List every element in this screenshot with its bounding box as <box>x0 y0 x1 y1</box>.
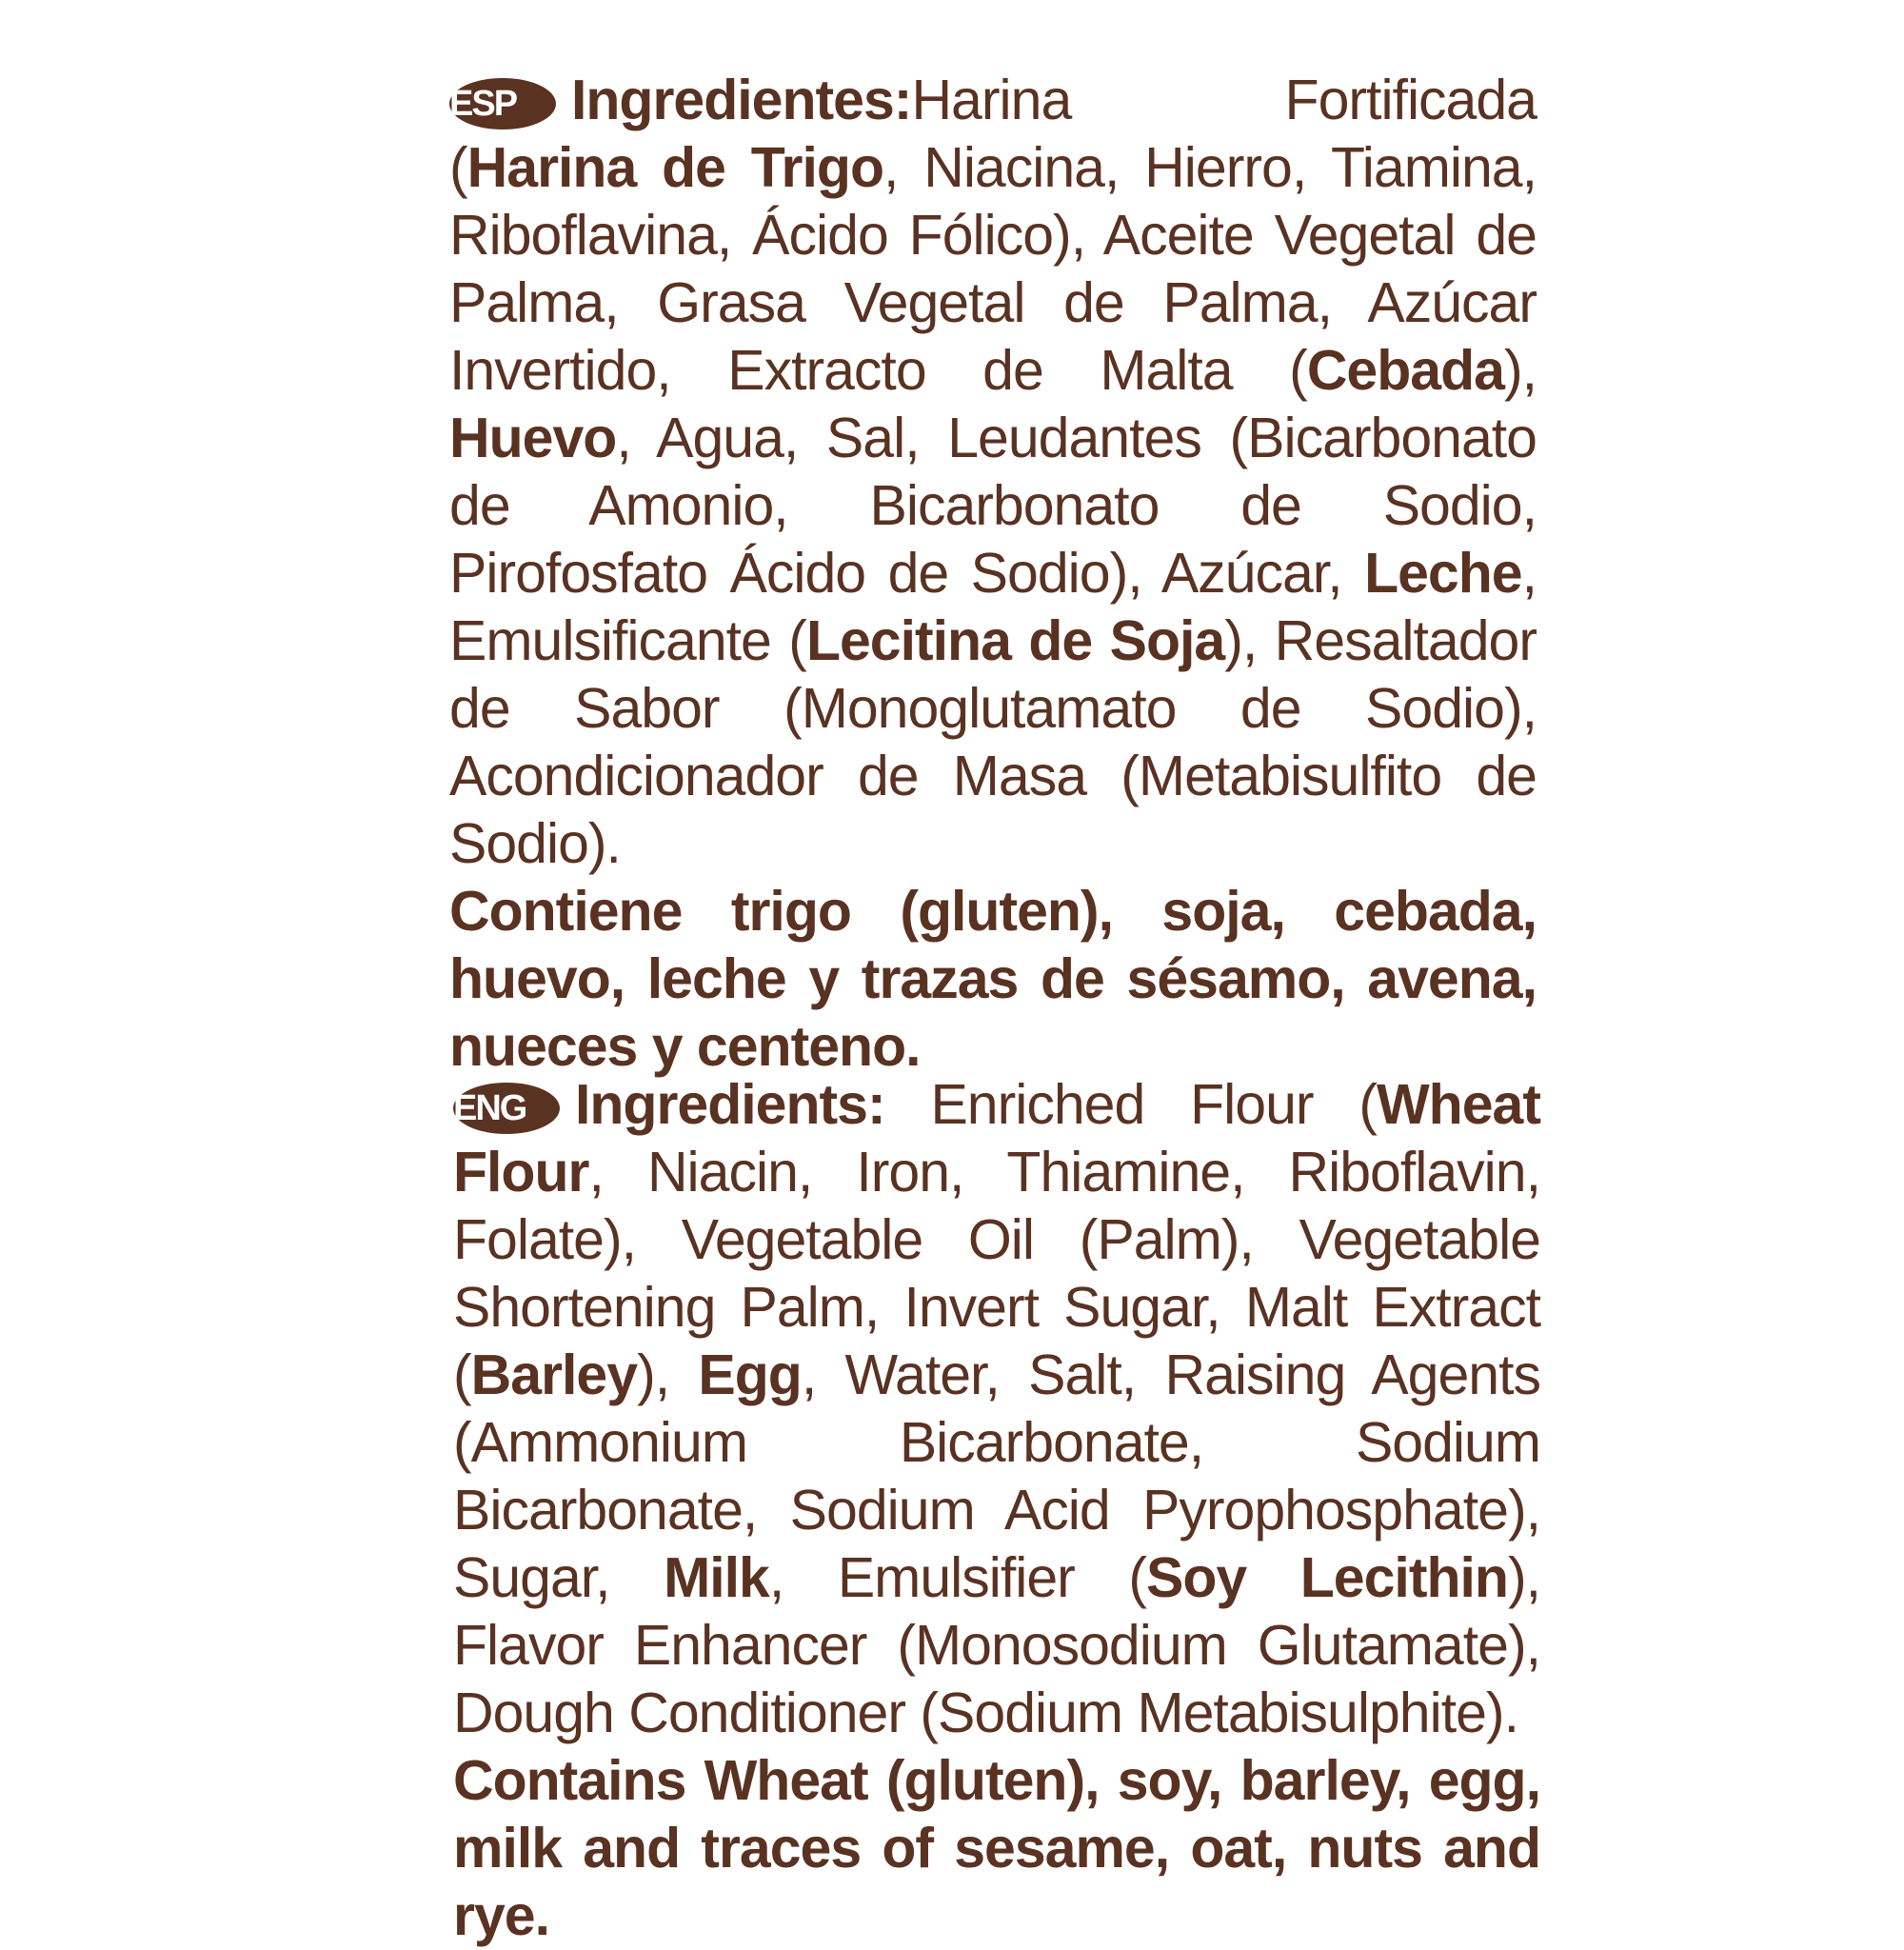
esp-text-2: , Niacina, Hierro, Tiamina, Riboflavina, Ácido Fólico), Aceite Vegetal de Palma, Grasa Vegetal de Palma, Azúcar Invertido, Extracto de Malta ( <box>449 136 1537 402</box>
eng-text-6: ), Flavor Enhancer (Monosodium Glutamate), Dough Conditioner (Sodium Metabisulphite). <box>453 1546 1540 1744</box>
english-ingredients-block <box>453 1071 1540 1950</box>
esp-text-1: Harina Fortificada ( <box>449 69 1537 199</box>
esp-text-6: ), Resaltador de Sabor (Monoglutamato de Sodio), Acondicionador de Masa (Metabisulfito de Sodio). <box>449 609 1537 875</box>
esp-allergen-soy: Lecitina de Soja <box>805 609 1225 672</box>
esp-allergen-barley: Cebada <box>1306 339 1504 402</box>
eng-text-2: , Niacin, Iron, Thiamine, Riboflavin, Folate), Vegetable Oil (Palm), Vegetable Shortening Palm, Invert Sugar, Malt Extract ( <box>453 1141 1540 1406</box>
esp-allergen-statement: Contiene trigo (gluten), soja, cebada, huevo, leche y trazas de sésamo, avena, nueces y centeno. <box>449 880 1537 1078</box>
eng-allergen-egg: Egg <box>698 1343 802 1406</box>
eng-text-4: , Water, Salt, Raising Agents (Ammonium Bicarbonate, Sodium Bicarbonate, Sodium Acid Pyrophosphate), Sugar, <box>453 1343 1540 1609</box>
eng-text-3: ), <box>637 1343 699 1406</box>
esp-allergen-egg: Huevo <box>449 407 617 469</box>
eng-ingredients-heading: Ingredients: <box>575 1073 885 1136</box>
esp-text-4: , Agua, Sal, Leudantes (Bicarbonato de Amonio, Bicarbonato de Sodio, Pirofosfato Ácido de Sodio), Azúcar, <box>449 407 1537 605</box>
esp-text-3: ), <box>1503 339 1537 402</box>
esp-ingredients-heading: Ingredientes: <box>571 69 912 131</box>
spanish-ingredients-block <box>449 67 1537 1081</box>
esp-allergen-wheat: Harina de Trigo <box>466 136 883 199</box>
eng-allergen-wheat: Wheat Flour <box>453 1073 1540 1204</box>
esp-language-badge: ESP <box>449 78 556 129</box>
eng-allergen-milk: Milk <box>664 1546 769 1609</box>
eng-text-1: Enriched Flour ( <box>884 1073 1377 1136</box>
eng-allergen-soy: Soy Lecithin <box>1146 1546 1508 1609</box>
esp-allergen-milk: Leche <box>1364 542 1522 605</box>
eng-allergen-barley: Barley <box>470 1343 638 1406</box>
eng-allergen-statement: Contains Wheat (gluten), soy, barley, egg, milk and traces of sesame, oat, nuts and rye. <box>453 1749 1540 1947</box>
eng-language-badge: ENG <box>453 1083 560 1134</box>
esp-text-5: , Emulsificante ( <box>449 542 1537 672</box>
eng-text-5: , Emulsifier ( <box>768 1546 1147 1609</box>
